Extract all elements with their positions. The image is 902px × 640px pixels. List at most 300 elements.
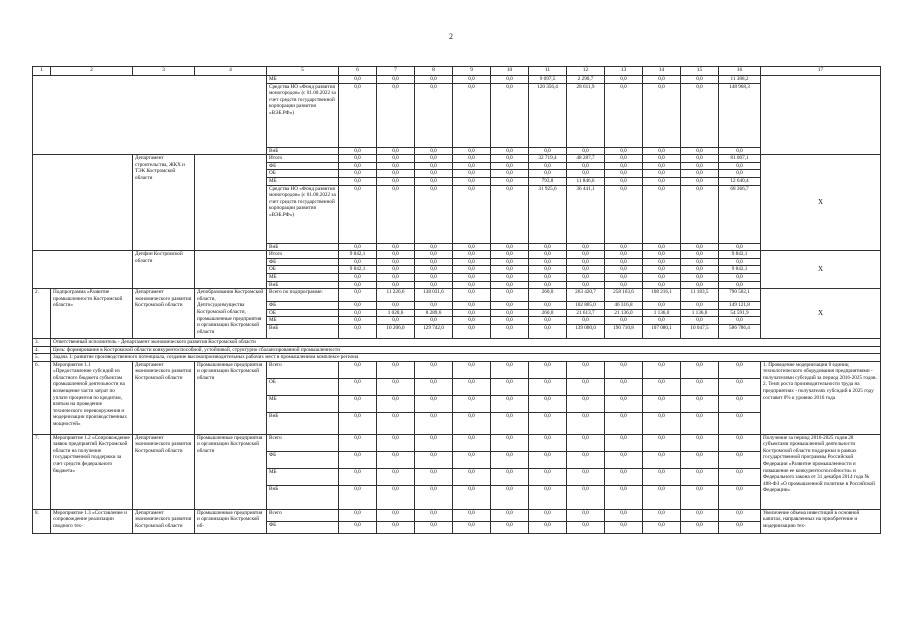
amount-cell: 0,0 (491, 177, 529, 185)
amount-cell: 0,0 (453, 509, 491, 521)
amount-cell: 0,0 (643, 155, 681, 163)
amount-cell: 10 206,0 (377, 324, 415, 338)
executor-name: Департамент строительства, ЖКХ и ТЭК Костромской области (133, 155, 195, 251)
table-row (33, 434, 881, 451)
column-number: 16 (719, 67, 761, 76)
amount-cell: 148 968,3 (719, 83, 761, 147)
amount-cell: 258 163,6 (605, 289, 643, 302)
amount-cell: 0,0 (681, 162, 719, 170)
amount-cell: 0,0 (377, 509, 415, 521)
amount-cell: 0,0 (415, 281, 453, 289)
amount-cell: 0,0 (453, 273, 491, 281)
amount-cell: 0,0 (719, 361, 761, 378)
amount-cell: 0,0 (453, 251, 491, 259)
funding-source: Всего (267, 434, 339, 451)
amount-cell: 0,0 (415, 378, 453, 395)
amount-cell: 0,0 (605, 378, 643, 395)
amount-cell: 0,0 (643, 434, 681, 451)
amount-cell: 1 136,0 (681, 309, 719, 317)
amount-cell: 0,0 (415, 317, 453, 325)
amount-cell: 28 611,9 (567, 83, 605, 147)
funding-source: МБ (267, 76, 339, 84)
blank-cell (195, 251, 267, 289)
funding-source: ВнБ (267, 243, 339, 251)
amount-cell: 0,0 (415, 273, 453, 281)
amount-cell: 0,0 (491, 509, 529, 521)
amount-cell: 0,0 (415, 302, 453, 310)
funding-source: МБ (267, 177, 339, 185)
amount-cell: 0,0 (605, 485, 643, 509)
amount-cell: 0,0 (453, 468, 491, 485)
funding-source: ОБ (267, 170, 339, 178)
amount-cell: 54 591,9 (719, 309, 761, 317)
amount-cell: 0,0 (339, 289, 377, 302)
amount-cell: 149 121,8 (719, 302, 761, 310)
amount-cell: 0,0 (339, 76, 377, 84)
amount-cell: 0,0 (681, 317, 719, 325)
table-row (33, 509, 881, 521)
amount-cell: 0,0 (415, 162, 453, 170)
amount-cell: 0,0 (377, 83, 415, 147)
amount-cell: 0,0 (377, 170, 415, 178)
amount-cell: 9 842,1 (339, 266, 377, 274)
column-number: 11 (529, 67, 567, 76)
amount-cell: 0,0 (339, 485, 377, 509)
amount-cell: 0,0 (415, 468, 453, 485)
program-name: Мероприятие 1.1 «Предоставление субсидий из областного бюджета субъектам промышленной деятельности на возмещение части затрат по уплате процентов по кредитам, взятым на проведение технического перевооружения и модернизации производственных мощностей» (51, 361, 133, 434)
amount-cell: 0,0 (491, 451, 529, 468)
info-text: Задача 1: развитие производственного потенциала, создание высокопроизводительных рабочих мест в промышленном комплексе региона (51, 354, 881, 362)
co-executors: Промышленные предприятия и организации Костромской области (195, 434, 267, 509)
amount-cell: 0,0 (643, 185, 681, 243)
amount-cell: 32 719,4 (529, 155, 567, 163)
table-row (33, 155, 881, 163)
amount-cell: 21 136,0 (605, 309, 643, 317)
amount-cell: 2 290,7 (567, 76, 605, 84)
amount-cell: 0,0 (681, 147, 719, 155)
amount-cell: 0,0 (567, 451, 605, 468)
amount-cell: 0,0 (681, 155, 719, 163)
info-row (33, 338, 881, 346)
amount-cell: 0,0 (377, 243, 415, 251)
table-row (33, 289, 881, 302)
amount-cell: 0,0 (529, 451, 567, 468)
amount-cell: 0,0 (415, 251, 453, 259)
amount-cell: 0,0 (719, 509, 761, 521)
amount-cell: 0,0 (453, 412, 491, 434)
amount-cell: 0,0 (681, 434, 719, 451)
amount-cell: 0,0 (681, 177, 719, 185)
amount-cell: 0,0 (453, 147, 491, 155)
amount-cell: 0,0 (491, 281, 529, 289)
x-mark: X (761, 289, 881, 339)
amount-cell: 0,0 (453, 170, 491, 178)
funding-source: ОБ (267, 378, 339, 395)
amount-cell: 0,0 (339, 147, 377, 155)
amount-cell: 0,0 (453, 302, 491, 310)
amount-cell: 0,0 (605, 162, 643, 170)
amount-cell: 0,0 (491, 162, 529, 170)
amount-cell: 0,0 (339, 324, 377, 338)
amount-cell: 0,0 (339, 309, 377, 317)
column-number: 1 (33, 67, 51, 76)
amount-cell: 0,0 (605, 395, 643, 412)
amount-cell: 0,0 (339, 162, 377, 170)
expected-result: Увеличение объема инвестиций в основной капитал, направленных на приобретение и модернизацию тех- (761, 509, 881, 533)
amount-cell: 0,0 (681, 395, 719, 412)
column-number: 10 (491, 67, 529, 76)
amount-cell: 81 007,1 (719, 155, 761, 163)
column-number: 12 (567, 67, 605, 76)
amount-cell: 9 097,5 (529, 76, 567, 84)
amount-cell: 0,0 (567, 509, 605, 521)
row-number: 5. (33, 354, 51, 362)
amount-cell: 0,0 (567, 485, 605, 509)
amount-cell: 0,0 (719, 378, 761, 395)
responsible-executor: Департамент экономического развития Костромской области (133, 361, 195, 434)
amount-cell: 0,0 (339, 468, 377, 485)
table-row (33, 251, 881, 259)
amount-cell: 107 080,1 (643, 324, 681, 338)
amount-cell: 0,0 (453, 281, 491, 289)
amount-cell: 0,0 (529, 378, 567, 395)
amount-cell: 0,0 (681, 243, 719, 251)
amount-cell: 0,0 (719, 395, 761, 412)
amount-cell: 0,0 (719, 434, 761, 451)
amount-cell: 0,0 (643, 258, 681, 266)
amount-cell: 0,0 (415, 243, 453, 251)
amount-cell: 0,0 (491, 155, 529, 163)
amount-cell: 0,0 (491, 289, 529, 302)
amount-cell: 0,0 (453, 266, 491, 274)
expected-result: 1. Проведение модернизации 0 единиц технологического оборудования предприятиями - получателями субсидий за период 2016-2025 годов. 2. Темп роста производительности труда на предприятиях - получателях субсидий в 2025 году составит 0% к уровню 2016 года (761, 361, 881, 434)
amount-cell: 0,0 (339, 177, 377, 185)
amount-cell: 0,0 (605, 468, 643, 485)
amount-cell: 0,0 (529, 266, 567, 274)
amount-cell: 0,0 (415, 83, 453, 147)
info-text: Цель: формирование в Костромской области конкурентоспособной, устойчивой, структурно сбалансированной промышленности (51, 346, 881, 354)
co-executors: Депобразования Костромской области, Депгосудоимущества Костромской области, промышленные предприятия и организации Костромской области (195, 289, 267, 339)
amount-cell: 0,0 (415, 509, 453, 521)
amount-cell: 0,0 (681, 521, 719, 533)
amount-cell: 0,0 (377, 162, 415, 170)
amount-cell: 0,0 (377, 451, 415, 468)
amount-cell: 0,0 (415, 395, 453, 412)
amount-cell: 0,0 (339, 83, 377, 147)
amount-cell: 0,0 (453, 324, 491, 338)
amount-cell: 0,0 (529, 273, 567, 281)
amount-cell: 0,0 (491, 273, 529, 281)
expected-result: Получение за период 2016-2025 годов 28 субъектами промышленной деятельности Костромской области поддержки в рамках государственной программы Российской Федерации «Развитие промышленности и повышение ее конкурентоспособности» и Федерального закона от 31 декабря 2014 года № 488-ФЗ «О промышленной политике в Российской Федерации» (761, 434, 881, 509)
amount-cell: 0,0 (339, 243, 377, 251)
amount-cell: 0,0 (339, 281, 377, 289)
amount-cell: 0,0 (529, 434, 567, 451)
program-name: Мероприятие 1.2 «Сопровождение заявок предприятий Костромской области на получение государственной поддержки за счет средств федерального бюджета» (51, 434, 133, 509)
table-row (33, 76, 881, 84)
funding-source: ВнБ (267, 147, 339, 155)
amount-cell: 0,0 (377, 258, 415, 266)
column-number: 4 (195, 67, 267, 76)
amount-cell: 0,0 (377, 251, 415, 259)
amount-cell: 0,0 (643, 266, 681, 274)
funding-source: ФБ (267, 451, 339, 468)
amount-cell: 68 366,7 (719, 185, 761, 243)
amount-cell: 0,0 (605, 258, 643, 266)
amount-cell: 0,0 (529, 485, 567, 509)
amount-cell: 1 020,6 (377, 309, 415, 317)
amount-cell: 586 786,4 (719, 324, 761, 338)
amount-cell: 0,0 (567, 243, 605, 251)
amount-cell: 0,0 (605, 273, 643, 281)
amount-cell: 0,0 (529, 395, 567, 412)
amount-cell: 0,0 (377, 468, 415, 485)
amount-cell: 0,0 (453, 309, 491, 317)
table-row (33, 361, 881, 378)
amount-cell: 0,0 (415, 451, 453, 468)
amount-cell: 0,0 (415, 258, 453, 266)
funding-source: Итого (267, 251, 339, 259)
amount-cell: 0,0 (643, 485, 681, 509)
info-row (33, 346, 881, 354)
column-number: 7 (377, 67, 415, 76)
amount-cell: 0,0 (377, 76, 415, 84)
funding-source: ВнБ (267, 412, 339, 434)
amount-cell: 0,0 (567, 521, 605, 533)
amount-cell: 0,0 (491, 76, 529, 84)
column-number: 3 (133, 67, 195, 76)
amount-cell: 190 710,8 (605, 324, 643, 338)
amount-cell: 0,0 (529, 324, 567, 338)
amount-cell: 0,0 (643, 162, 681, 170)
amount-cell: 11 226,6 (377, 289, 415, 302)
program-name: Мероприятие 1.3 «Составление и сопровождение реализации сводного тех- (51, 509, 133, 533)
amount-cell: 0,0 (453, 395, 491, 412)
amount-cell: 0,0 (453, 185, 491, 243)
amount-cell: 0,0 (415, 170, 453, 178)
amount-cell: 0,0 (377, 177, 415, 185)
amount-cell: 0,0 (681, 509, 719, 521)
amount-cell: 10 047,5 (681, 324, 719, 338)
amount-cell: 0,0 (339, 451, 377, 468)
amount-cell: 0,0 (681, 266, 719, 274)
amount-cell: 0,0 (453, 317, 491, 325)
funding-source: ОБ (267, 266, 339, 274)
amount-cell: 0,0 (643, 76, 681, 84)
amount-cell: 0,0 (719, 468, 761, 485)
amount-cell: 0,0 (643, 302, 681, 310)
funding-source: ВнБ (267, 324, 339, 338)
amount-cell: 0,0 (529, 251, 567, 259)
funding-source: ФБ (267, 162, 339, 170)
amount-cell: 12 640,4 (719, 177, 761, 185)
amount-cell: 0,0 (491, 302, 529, 310)
amount-cell: 0,0 (529, 147, 567, 155)
amount-cell: 0,0 (719, 412, 761, 434)
amount-cell: 8 289,6 (415, 309, 453, 317)
amount-cell: 0,0 (681, 412, 719, 434)
amount-cell: 0,0 (491, 185, 529, 243)
amount-cell: 0,0 (605, 243, 643, 251)
responsible-executor: Департамент экономического развития Костромской области (133, 509, 195, 533)
column-number: 8 (415, 67, 453, 76)
amount-cell: 0,0 (719, 521, 761, 533)
amount-cell: 0,0 (605, 281, 643, 289)
amount-cell: 0,0 (339, 361, 377, 378)
amount-cell: 0,0 (643, 451, 681, 468)
amount-cell: 0,0 (529, 317, 567, 325)
column-number: 2 (51, 67, 133, 76)
amount-cell: 0,0 (643, 317, 681, 325)
amount-cell: 138 031,6 (415, 289, 453, 302)
amount-cell: 11 183,5 (681, 289, 719, 302)
amount-cell: 0,0 (605, 185, 643, 243)
amount-cell: 0,0 (377, 302, 415, 310)
amount-cell: 46 316,8 (605, 302, 643, 310)
executor-name: Депфин Костромской области (133, 251, 195, 289)
amount-cell: 0,0 (453, 378, 491, 395)
amount-cell: 0,0 (453, 289, 491, 302)
amount-cell: 0,0 (415, 521, 453, 533)
amount-cell: 0,0 (415, 147, 453, 155)
funding-source: Всего по подпрограмме: (267, 289, 339, 302)
amount-cell: 0,0 (643, 170, 681, 178)
amount-cell: 0,0 (567, 434, 605, 451)
blank-cell (761, 76, 881, 155)
amount-cell: 0,0 (529, 162, 567, 170)
amount-cell: 0,0 (643, 378, 681, 395)
amount-cell: 0,0 (491, 243, 529, 251)
amount-cell: 0,0 (377, 395, 415, 412)
amount-cell: 793,8 (529, 177, 567, 185)
co-executors: Промышленные предприятия и организации Костромской области (195, 361, 267, 434)
amount-cell: 0,0 (491, 324, 529, 338)
amount-cell: 0,0 (339, 434, 377, 451)
funding-source: ОБ (267, 309, 339, 317)
amount-cell: 0,0 (605, 83, 643, 147)
amount-cell: 11 388,2 (719, 76, 761, 84)
amount-cell: 0,0 (415, 412, 453, 434)
amount-cell: 0,0 (605, 147, 643, 155)
row-number: 4. (33, 346, 51, 354)
amount-cell: 0,0 (605, 177, 643, 185)
amount-cell: 36 441,1 (567, 185, 605, 243)
amount-cell: 0,0 (719, 243, 761, 251)
row-number: 7. (33, 434, 51, 509)
amount-cell: 0,0 (681, 251, 719, 259)
amount-cell: 0,0 (529, 258, 567, 266)
amount-cell: 0,0 (491, 147, 529, 155)
amount-cell: 0,0 (643, 509, 681, 521)
amount-cell: 1 136,0 (643, 309, 681, 317)
amount-cell: 0,0 (339, 170, 377, 178)
amount-cell: 0,0 (415, 485, 453, 509)
amount-cell: 31 925,6 (529, 185, 567, 243)
amount-cell: 0,0 (491, 361, 529, 378)
responsible-executor: Департамент экономического развития Костромской области (133, 289, 195, 339)
amount-cell: 0,0 (719, 170, 761, 178)
amount-cell: 0,0 (339, 155, 377, 163)
amount-cell: 0,0 (643, 273, 681, 281)
amount-cell: 0,0 (719, 317, 761, 325)
amount-cell: 0,0 (491, 83, 529, 147)
amount-cell: 0,0 (377, 361, 415, 378)
blank-cell (195, 155, 267, 251)
program-name: Подпрограмма «Развитие промышленности Костромской области» (51, 289, 133, 339)
column-number: 9 (453, 67, 491, 76)
amount-cell: 0,0 (377, 266, 415, 274)
amount-cell: 0,0 (643, 521, 681, 533)
x-mark: X (761, 251, 881, 289)
amount-cell: 0,0 (415, 177, 453, 185)
amount-cell: 0,0 (567, 361, 605, 378)
funding-source: МБ (267, 395, 339, 412)
funding-source: МБ (267, 273, 339, 281)
column-number: 15 (681, 67, 719, 76)
amount-cell: 0,0 (605, 451, 643, 468)
amount-cell: 0,0 (605, 317, 643, 325)
amount-cell: 0,0 (339, 258, 377, 266)
amount-cell: 0,0 (491, 258, 529, 266)
row-number: 6. (33, 361, 51, 434)
amount-cell: 0,0 (605, 155, 643, 163)
info-row (33, 354, 881, 362)
amount-cell: 0,0 (567, 468, 605, 485)
amount-cell: 0,0 (415, 185, 453, 243)
column-number: 13 (605, 67, 643, 76)
amount-cell: 0,0 (643, 251, 681, 259)
amount-cell: 0,0 (567, 162, 605, 170)
amount-cell: 0,0 (529, 468, 567, 485)
amount-cell: 0,0 (453, 434, 491, 451)
amount-cell: 0,0 (719, 162, 761, 170)
amount-cell: 0,0 (453, 258, 491, 266)
amount-cell: 0,0 (415, 76, 453, 84)
amount-cell: 0,0 (605, 521, 643, 533)
funding-source: МБ (267, 468, 339, 485)
amount-cell: 0,0 (567, 412, 605, 434)
amount-cell: 9 842,1 (719, 266, 761, 274)
amount-cell: 0,0 (491, 395, 529, 412)
amount-cell: 108 216,1 (643, 289, 681, 302)
amount-cell: 0,0 (529, 509, 567, 521)
amount-cell: 260,0 (529, 309, 567, 317)
amount-cell: 48 287,7 (567, 155, 605, 163)
amount-cell: 0,0 (453, 83, 491, 147)
column-number: 6 (339, 67, 377, 76)
amount-cell: 0,0 (681, 361, 719, 378)
amount-cell: 0,0 (453, 155, 491, 163)
amount-cell: 0,0 (491, 317, 529, 325)
amount-cell: 0,0 (453, 162, 491, 170)
amount-cell: 0,0 (567, 258, 605, 266)
amount-cell: 0,0 (339, 412, 377, 434)
amount-cell: 0,0 (339, 185, 377, 243)
amount-cell: 9 842,1 (719, 251, 761, 259)
co-executors: Промышленные предприятия и организации Костромской об- (195, 509, 267, 533)
amount-cell: 0,0 (453, 361, 491, 378)
funding-source: ВнБ (267, 485, 339, 509)
amount-cell: 263 420,7 (567, 289, 605, 302)
amount-cell: 0,0 (605, 434, 643, 451)
amount-cell: 0,0 (681, 281, 719, 289)
amount-cell: 129 742,0 (415, 324, 453, 338)
amount-cell: 0,0 (681, 170, 719, 178)
amount-cell: 0,0 (567, 378, 605, 395)
amount-cell: 0,0 (605, 170, 643, 178)
amount-cell: 11 846,6 (567, 177, 605, 185)
amount-cell: 102 805,0 (567, 302, 605, 310)
funding-source: ФБ (267, 258, 339, 266)
